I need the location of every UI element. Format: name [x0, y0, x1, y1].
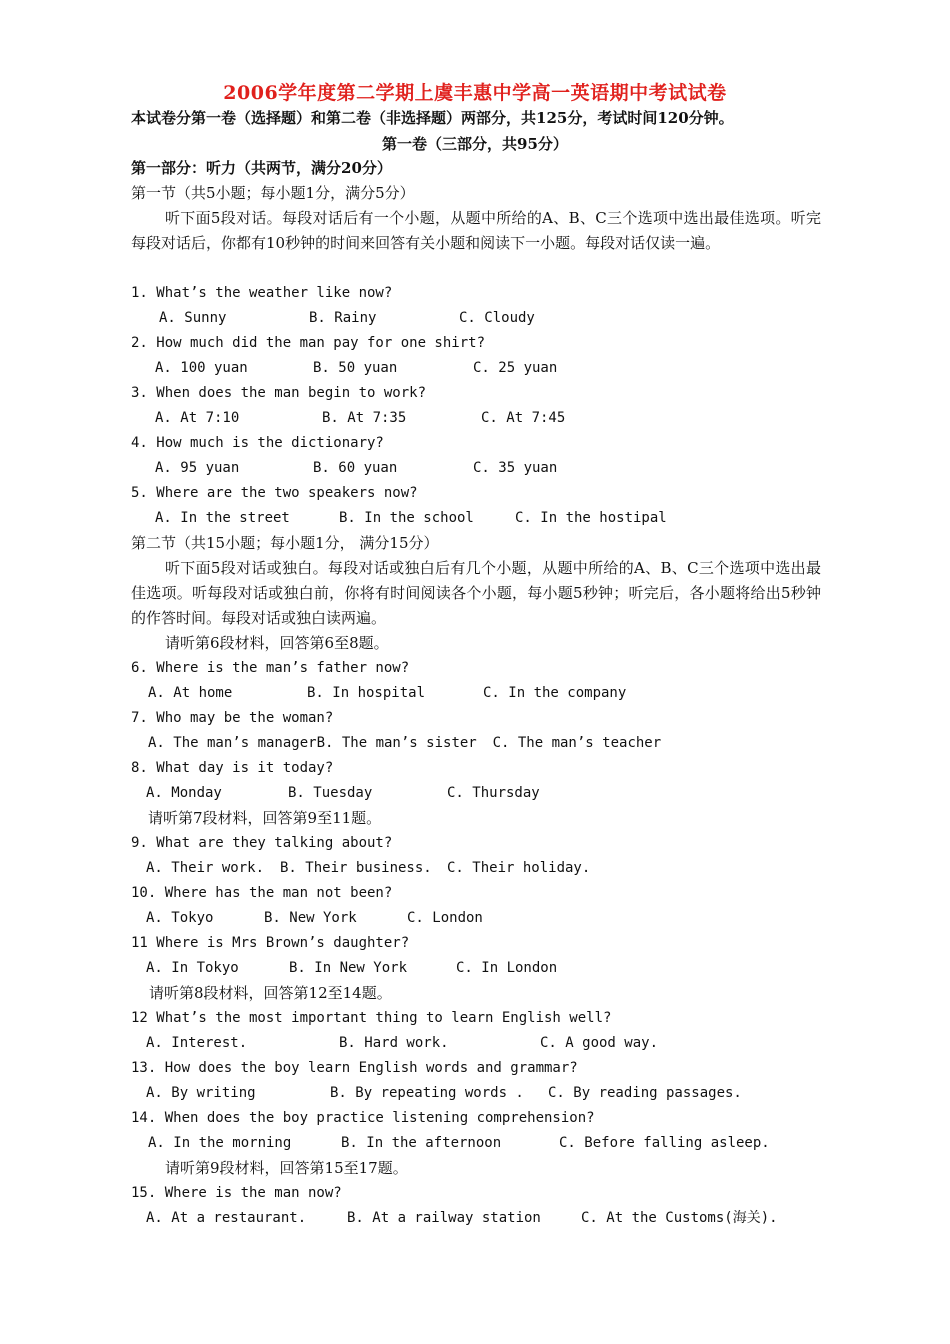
option-c: C. A good way.	[540, 1035, 659, 1051]
option-c: C. 25 yuan	[473, 360, 558, 376]
option-a: A. At 7:10	[155, 410, 240, 426]
option-a: A. 100 yuan	[155, 360, 248, 376]
question-options	[131, 731, 821, 756]
option-c: C. By reading passages.	[548, 1085, 742, 1101]
option-c: C. Before falling asleep.	[559, 1135, 770, 1151]
material-note: 请听第8段材料，回答第12至14题。	[149, 984, 392, 1002]
option-b: B. Rainy	[309, 310, 377, 326]
question-text: 12 What’s the most important thing to learn English well?	[131, 1010, 612, 1026]
question-text: 4. How much is the dictionary?	[131, 435, 384, 451]
question-text: 7. Who may be the woman?	[131, 710, 334, 726]
question-options	[131, 356, 821, 381]
option-b: B. 60 yuan	[313, 460, 398, 476]
option-a: A. Interest.	[146, 1035, 248, 1051]
option-a: A. At a restaurant.	[146, 1210, 307, 1226]
material-note: 请听第7段材料，回答第9至11题。	[148, 809, 382, 827]
question-options	[131, 1131, 821, 1156]
option-b: B. New York	[264, 910, 357, 926]
question-options	[131, 781, 821, 806]
section2-instructions: 听下面5段对话或独白。每段对话或独白后有几个小题，从题中所给的A、B、C三个选项中选出最佳选项。听每段对话或独白前，你将有时间阅读各个小题，每小题5秒钟；听完后，各小题将给出5秒钟的作答时间。每段对话或独白读两遍。	[131, 559, 821, 627]
volume-heading: 第一卷（三部分，共95分）	[382, 135, 568, 153]
exam-title: 2006学年度第二学期上虞丰惠中学高一英语期中考试试卷	[223, 82, 727, 104]
question-options	[131, 1206, 821, 1231]
option-c: C. Cloudy	[459, 310, 535, 326]
question-options	[131, 856, 821, 881]
option-b: B. By repeating words .	[330, 1085, 524, 1101]
option-b: B. Tuesday	[288, 785, 373, 801]
option-b: B. In the school	[339, 510, 474, 526]
question-options	[131, 456, 821, 481]
question-text: 14. When does the boy practice listening comprehension?	[131, 1110, 595, 1126]
section2-heading: 第二节（共15小题；每小题1分， 满分15分）	[131, 534, 439, 552]
option-a: A. Sunny	[159, 310, 227, 326]
option-c: C. In the company	[483, 685, 627, 701]
material-note: 请听第6段材料，回答第6至8题。	[165, 634, 389, 652]
option-a: A. 95 yuan	[155, 460, 240, 476]
option-a: A. Monday	[146, 785, 222, 801]
option-c: C. In the hostipal	[515, 510, 667, 526]
question-text: 1. What’s the weather like now?	[131, 285, 393, 301]
option-c: C. 35 yuan	[473, 460, 558, 476]
option-b: B. The man’s sister	[316, 735, 477, 751]
option-a: A. By writing	[146, 1085, 256, 1101]
option-b: B. In New York	[289, 960, 408, 976]
question-text: 15. Where is the man now?	[131, 1185, 342, 1201]
question-text: 11 Where is Mrs Brown’s daughter?	[131, 935, 410, 951]
option-b: B. In hospital	[307, 685, 426, 701]
option-a: A. The man’s manager	[148, 735, 317, 751]
question-text: 2. How much did the man pay for one shirt?	[131, 335, 486, 351]
option-c: C. Thursday	[447, 785, 540, 801]
question-options	[131, 306, 821, 331]
option-a: A. Their work.	[146, 860, 265, 876]
option-b: B. Their business.	[280, 860, 432, 876]
question-text: 10. Where has the man not been?	[131, 885, 393, 901]
option-c: C. The man’s teacher	[492, 735, 662, 751]
option-c: C. In London	[456, 960, 558, 976]
option-c: C. At 7:45	[481, 410, 566, 426]
question-text: 13. How does the boy learn English words and grammar?	[131, 1060, 578, 1076]
question-text: 3. When does the man begin to work?	[131, 385, 427, 401]
option-b: B. At 7:35	[322, 410, 407, 426]
option-a: A. Tokyo	[146, 910, 214, 926]
question-options	[131, 956, 821, 981]
option-c: C. Their holiday.	[447, 860, 591, 876]
option-b: B. 50 yuan	[313, 360, 398, 376]
question-options	[131, 681, 821, 706]
option-c: C. At the Customs(海关).	[581, 1210, 778, 1226]
question-text: 9. What are they talking about?	[131, 835, 393, 851]
option-a: A. In the street	[155, 510, 290, 526]
option-c: C. London	[407, 910, 483, 926]
section1-instructions: 听下面5段对话。每段对话后有一个小题，从题中所给的A、B、C三个选项中选出最佳选项。听完每段对话后，你都有10秒钟的时间来回答有关小题和阅读下一小题。每段对话仅读一遍。	[131, 209, 821, 252]
exam-content	[131, 156, 821, 1231]
part-heading: 第一部分：听力（共两节，满分20分）	[131, 159, 392, 177]
question-options	[131, 1081, 821, 1106]
option-a: A. In Tokyo	[146, 960, 239, 976]
question-options	[131, 506, 821, 531]
question-text: 6. Where is the man’s father now?	[131, 660, 410, 676]
question-options	[131, 406, 821, 431]
question-options	[131, 1031, 821, 1056]
question-options	[131, 906, 821, 931]
question-text: 8. What day is it today?	[131, 760, 334, 776]
option-a: A. At home	[148, 685, 233, 701]
material-note: 请听第9段材料，回答第15至17题。	[165, 1159, 408, 1177]
section1-heading: 第一节（共5小题；每小题1分，满分5分）	[131, 184, 415, 202]
option-a: A. In the morning	[148, 1135, 292, 1151]
option-b: B. Hard work.	[339, 1035, 449, 1051]
option-b: B. In the afternoon	[341, 1135, 502, 1151]
option-b: B. At a railway station	[347, 1210, 541, 1226]
question-text: 5. Where are the two speakers now?	[131, 485, 418, 501]
exam-intro: 本试卷分第一卷（选择题）和第二卷（非选择题）两部分，共125分，考试时间120分钟。	[131, 109, 734, 127]
